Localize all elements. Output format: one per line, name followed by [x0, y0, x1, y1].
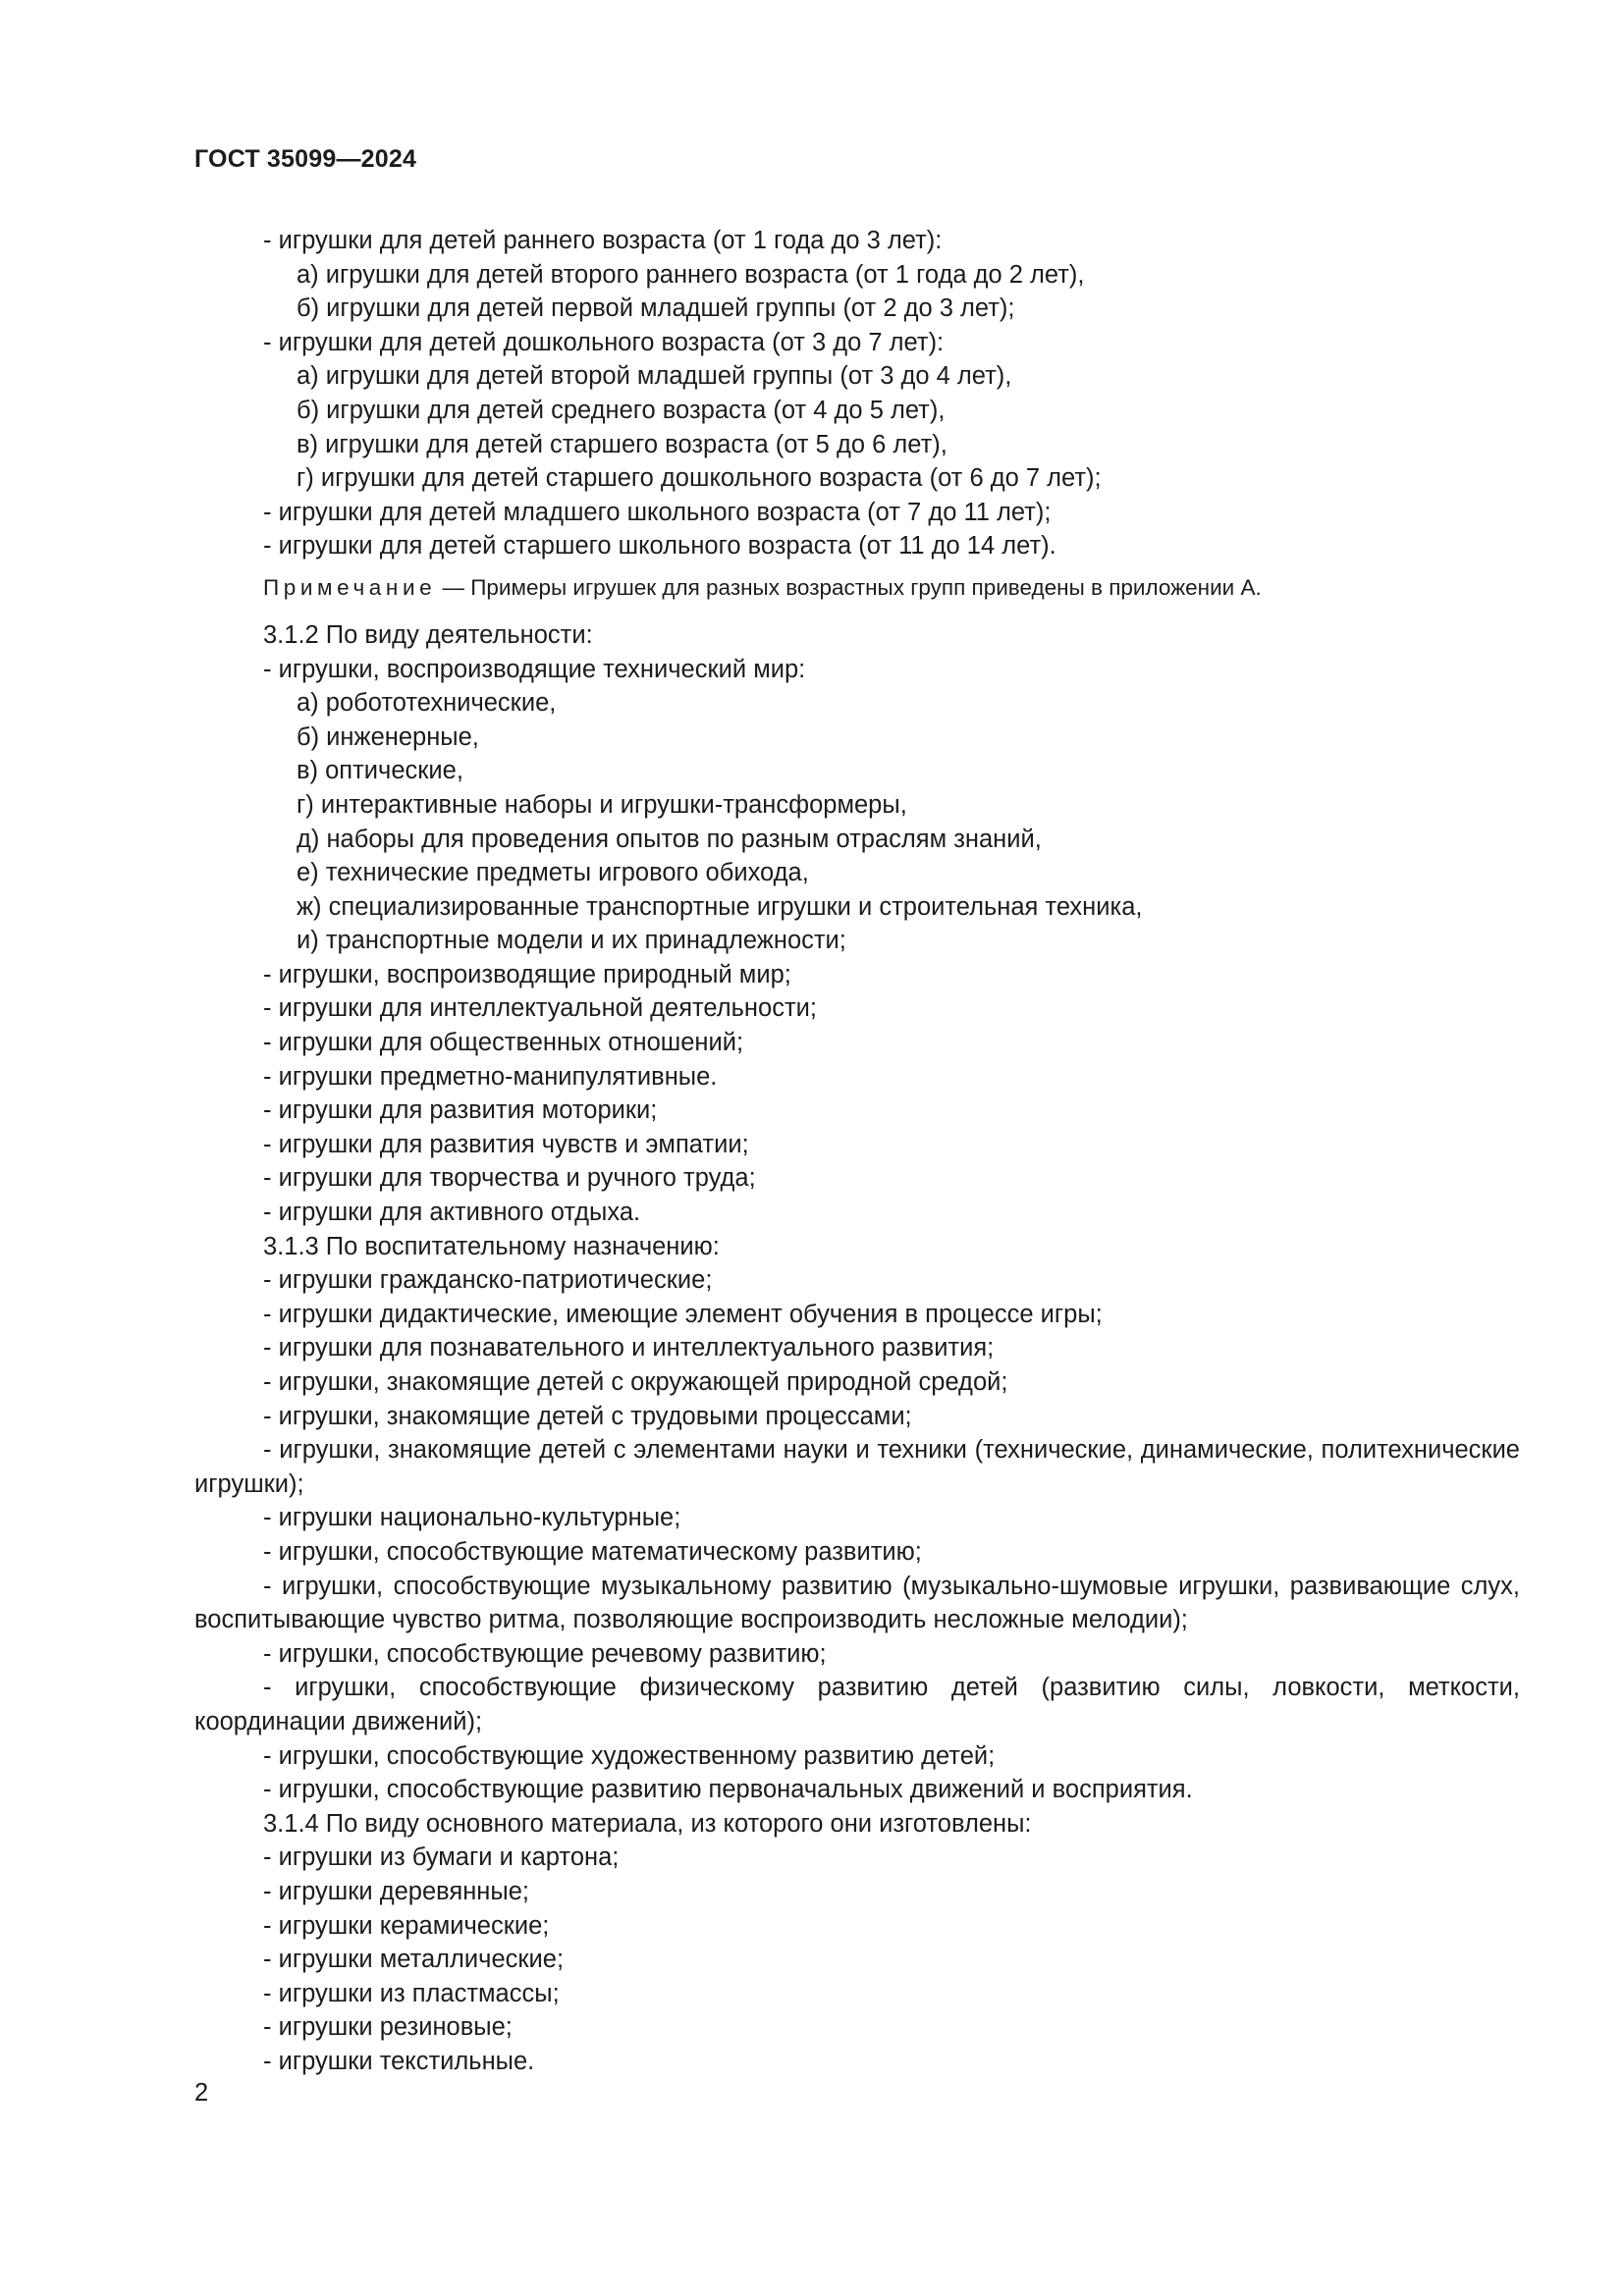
list-item: 3.1.4 По виду основного материала, из которого они изготовлены: [263, 1809, 1032, 1838]
list-item: - игрушки, способствующие музыкальному развитию (музыкально-шумовые игрушки, развивающие слух, воспитывающие чувство ритма, позволяющие воспроизводить несложные мелодии); [194, 1572, 1520, 1634]
age-group-list [194, 224, 1520, 563]
list-item: - игрушки, способствующие развитию первоначальных движений и восприятия. [263, 1776, 1193, 1804]
list-item: - игрушки, знакомящие детей с трудовыми процессами; [263, 1402, 912, 1430]
list-item: а) игрушки для детей второго раннего возраста (от 1 года до 2 лет), [297, 260, 1085, 289]
document-header: ГОСТ 35099—2024 [194, 145, 417, 173]
list-item: - игрушки, знакомящие детей с элементами науки и техники (технические, динамические, политехнические игрушки); [194, 1436, 1520, 1498]
list-item: и) транспортные модели и их принадлежности; [297, 927, 846, 955]
list-item: - игрушки из бумаги и картона; [263, 1843, 620, 1872]
list-item: е) технические предметы игрового обихода, [297, 859, 809, 887]
document-body [194, 224, 1520, 2078]
list-item: - игрушки для познавательного и интеллектуального развития; [263, 1334, 995, 1362]
list-item: - игрушки для творчества и ручного труда; [263, 1164, 756, 1193]
list-item: в) игрушки для детей старшего возраста (от 5 до 6 лет), [297, 430, 947, 458]
list-item: б) игрушки для детей первой младшей группы (от 2 до 3 лет); [297, 294, 1015, 323]
list-item: - игрушки для общественных отношений; [263, 1029, 744, 1057]
list-item: г) игрушки для детей старшего дошкольного возраста (от 6 до 7 лет); [297, 464, 1102, 493]
list-item: - игрушки для детей раннего возраста (от 1 года до 3 лет): [263, 227, 943, 254]
note-text: — Примеры игрушек для разных возрастных групп приведены в приложении А. [436, 574, 1262, 600]
list-item: - игрушки для развития чувств и эмпатии; [263, 1130, 749, 1158]
list-item: а) игрушки для детей второй младшей группы (от 3 до 4 лет), [297, 362, 1012, 391]
list-item: - игрушки, способствующие художественному развитию детей; [263, 1741, 996, 1770]
classification-list [194, 618, 1520, 2079]
list-item: 3.1.3 По воспитательному назначению: [263, 1232, 720, 1260]
list-item: - игрушки для развития моторики; [263, 1096, 658, 1125]
list-item: а) робототехнические, [297, 689, 557, 718]
list-item: - игрушки металлические; [263, 1946, 565, 1974]
list-item: - игрушки, способствующие физическому развитию детей (развитию силы, ловкости, меткости, координации движений); [194, 1674, 1520, 1735]
list-item: - игрушки гражданско-патриотические; [263, 1266, 713, 1295]
list-item: - игрушки из пластмассы; [263, 1979, 560, 2007]
list-item: - игрушки для детей старшего школьного возраста (от 11 до 14 лет). [263, 532, 1056, 561]
list-item: ж) специализированные транспортные игрушки и строительная техника, [297, 892, 1143, 921]
list-item: - игрушки для интеллектуальной деятельности; [263, 994, 817, 1023]
list-item: - игрушки, способствующие математическому развитию; [263, 1537, 922, 1566]
note-label: Примечание [263, 574, 437, 600]
list-item: - игрушки, знакомящие детей с окружающей природной средой; [263, 1368, 1008, 1396]
list-item: д) наборы для проведения опытов по разным отраслям знаний, [297, 825, 1042, 853]
list-item: 3.1.2 По виду деятельности: [263, 620, 593, 649]
list-item: - игрушки деревянные; [263, 1877, 529, 1905]
list-item: - игрушки, воспроизводящие технический мир: [263, 655, 806, 683]
list-item: - игрушки, способствующие речевому развитию; [263, 1639, 827, 1668]
list-item: г) интерактивные наборы и игрушки-трансформеры, [297, 790, 907, 819]
list-item: б) игрушки для детей среднего возраста (от 4 до 5 лет), [297, 396, 946, 424]
list-item: - игрушки для детей младшего школьного возраста (от 7 до 11 лет); [263, 498, 1052, 526]
list-item: - игрушки дидактические, имеющие элемент обучения в процессе игры; [263, 1300, 1103, 1328]
list-item: - игрушки для активного отдыха. [263, 1199, 641, 1227]
list-item: - игрушки национально-культурные; [263, 1504, 681, 1532]
note [194, 573, 1520, 603]
list-item: - игрушки резиновые; [263, 2013, 513, 2042]
list-item: - игрушки, воспроизводящие природный мир; [263, 960, 791, 988]
list-item: - игрушки текстильные. [263, 2047, 535, 2075]
list-item: - игрушки для детей дошкольного возраста (от 3 до 7 лет): [263, 328, 945, 356]
list-item: - игрушки предметно-манипулятивные. [263, 1062, 718, 1091]
list-item: - игрушки керамические; [263, 1911, 550, 1940]
list-item: в) оптические, [297, 757, 463, 785]
list-item: б) инженерные, [297, 722, 479, 751]
page-number: 2 [194, 2079, 209, 2107]
